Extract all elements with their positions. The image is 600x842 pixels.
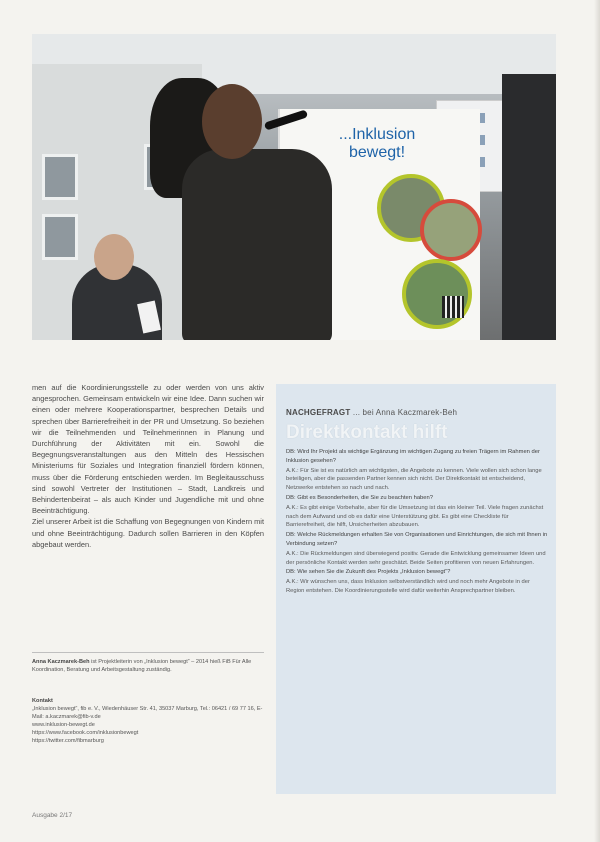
author-bio-text: ist Projektleiterin von „Inklusion bewegt“ – 2014 hieß FiB Für Alle Koordination, Beratung und Arbeitsgestaltung zuständig. bbox=[32, 659, 252, 673]
interview-question: DB: Wird Ihr Projekt als wichtige Ergänzung im wichtigen Zugang zu freien Trägern im Rahmen der Inklusion gesehen? bbox=[286, 449, 540, 464]
interview-question: DB: Wie sehen Sie die Zukunft des Projekts „Inklusion bewegt“? bbox=[286, 569, 451, 576]
interview-question: DB: Gibt es Besonderheiten, die Sie zu beachten haben? bbox=[286, 494, 433, 501]
photo-seated-man-head bbox=[94, 234, 134, 280]
divider bbox=[32, 652, 264, 653]
author-name: Anna Kaczmarek-Beh bbox=[32, 659, 90, 665]
photo-window bbox=[42, 154, 78, 200]
photo-banner-circle bbox=[420, 199, 482, 261]
page-footer: Ausgabe 2/17 bbox=[32, 812, 73, 819]
article-body bbox=[32, 382, 264, 550]
contact-twitter-link[interactable]: https://twitter.com/fibmarburg bbox=[32, 738, 104, 744]
contact-facebook-link[interactable]: https://www.facebook.com/inklusionbewegt bbox=[32, 730, 139, 736]
photo-speaker-head bbox=[202, 84, 262, 159]
interview-kicker-label: NACHGEFRAGT bbox=[286, 408, 351, 417]
interview-box bbox=[276, 384, 556, 794]
article-paragraph: men auf die Koordinierungsstelle zu oder werden von uns aktiv angesprochen. Gemeinsam entwickeln wir eine Idee. Dann suchen wir einen oder mehrere Kooperationspartner, besprechen Details und sprechen über Barrierefreiheit in der PR und Umsetzung. So beziehen wir die Teilnehmenden und Teilnehmerinnen in Planung und Durchführung der Aktivitäten mit ein. Sowohl die Begegnungsveranstaltungen aus den Mitteln des Hessischen Ministeriums für Soziales und Integration finanziell fördern können, muss über die Förderung entschieden werden. Im Begleitausschuss sind sowohl Vertreter der Institutionen – Stadt, Landkreis und Behindertenbeirat – als auch Kinder und Jugendliche mit und ohne Beeinträchtigung. bbox=[32, 383, 264, 516]
interview-answer: A.K.: Für Sie ist es natürlich am wichtigsten, die Angebote zu kennen. Viele wollen sich schon lange beteiligen, aber die passenden Partner kennen sich nicht. Der Direktkontakt ist entscheidend, Netzwerke entstehen so nach und nach. bbox=[286, 467, 542, 492]
interview-headline: Direktkontakt hilft bbox=[286, 422, 448, 443]
photo-speaker-body bbox=[182, 149, 332, 340]
interview-kicker-person: ... bei Anna Kaczmarek-Beh bbox=[350, 408, 458, 417]
photo-banner-circle bbox=[402, 259, 472, 329]
photo-banner-title: ...Inklusion bewegt! bbox=[338, 126, 416, 161]
interview-qa bbox=[286, 448, 548, 597]
contact-block bbox=[32, 697, 264, 745]
photo-loudspeaker bbox=[502, 74, 556, 340]
author-bio bbox=[32, 658, 264, 674]
interview-question: DB: Welche Rückmeldungen erhalten Sie von Organisationen und Einrichtungen, die sich mit Ihnen in Verbindung setzen? bbox=[286, 532, 548, 547]
qr-code-icon bbox=[442, 296, 464, 318]
interview-kicker bbox=[286, 408, 457, 417]
interview-answer: A.K.: Die Rückmeldungen sind überwiegend positiv. Gerade die Entwicklung gemeinsamer Ideen und der persönliche Kontakt werden sehr geschätzt. Beide Seiten profitieren von neuen Erfahrungen. bbox=[286, 550, 546, 566]
header-photo bbox=[32, 34, 556, 340]
contact-website-link[interactable]: www.inklusion-bewegt.de bbox=[32, 722, 95, 728]
photo-window bbox=[42, 214, 78, 260]
article-paragraph: Ziel unserer Arbeit ist die Schaffung von Begegnungen von Kindern mit und ohne Beeinträchtigung. Dadurch sollen Barrieren in den Köpfen abgebaut werden. bbox=[32, 517, 264, 549]
scan-edge bbox=[594, 0, 600, 842]
interview-answer: A.K.: Es gibt einige Vorbehalte, aber für die Umsetzung ist das ein kleiner Teil. Viele fragen zunächst nach dem Aufwand und ob es dafür eine Unterstützung gibt. Es gibt eine Checkliste für Barrierefreiheit, die hilft, Unsicherheiten abzubauen. bbox=[286, 504, 544, 529]
contact-address: „Inklusion bewegt“, fib e. V., Wiedenhäuser Str. 41, 35037 Marburg, Tel.: 06421 / 69 77 16, E-Mail: a.kaczmarek@fib-v.de bbox=[32, 706, 263, 720]
interview-answer: A.K.: Wir wünschen uns, dass Inklusion selbstverständlich wird und noch mehr Angebote in der Region entstehen. Die Koordinierungsstelle wird dafür weiterhin Ansprechpartner bleiben. bbox=[286, 579, 530, 594]
contact-heading: Kontakt bbox=[32, 698, 53, 704]
